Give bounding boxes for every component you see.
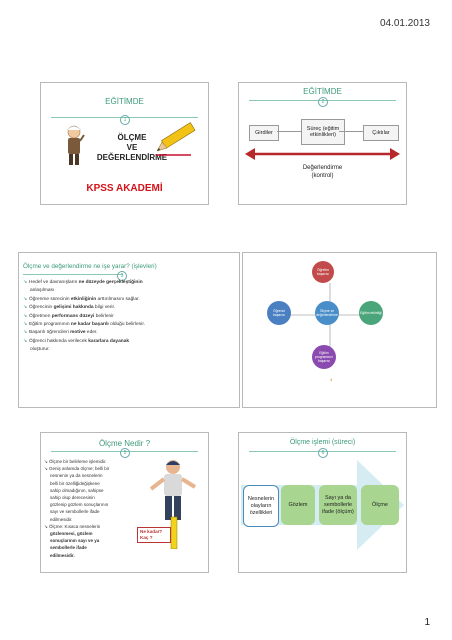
slide-6 bbox=[238, 432, 407, 573]
bullet-text: Hedef ve davranışların bbox=[29, 280, 79, 285]
bullet-emphasis: performans düzeyi bbox=[51, 313, 95, 319]
outputs-box: Çıktılar bbox=[363, 125, 399, 141]
definition-line: edilmesidir. bbox=[50, 516, 73, 522]
function-bullet bbox=[23, 304, 145, 312]
function-bullet bbox=[23, 329, 145, 337]
slide-number: 2 bbox=[318, 97, 328, 107]
definition-line: belli bir özelliğideğişkene bbox=[50, 480, 100, 486]
bullet-emphasis: etkinliğinin bbox=[70, 296, 97, 302]
definition-line: gözlenip gözlem sonuçlarının bbox=[50, 502, 109, 508]
bullet-text: anlaşılması bbox=[30, 288, 55, 294]
function-bullet bbox=[23, 296, 145, 304]
callout-line-2: Kaç ? bbox=[140, 535, 153, 540]
definition-line: sayı ve sembollerle ifade bbox=[50, 509, 100, 515]
slide-number: 3 bbox=[117, 271, 127, 281]
page-number: 1 bbox=[424, 617, 430, 628]
step-measurement: Ölçme bbox=[361, 485, 399, 525]
function-bullet bbox=[23, 338, 145, 346]
functions-diagram-lines bbox=[243, 253, 436, 407]
slide-5 bbox=[40, 432, 209, 573]
function-bullet bbox=[23, 321, 145, 329]
evaluation-sublabel: (kontrol) bbox=[311, 173, 334, 179]
node-bottom: Eğitim programının başarısı bbox=[312, 345, 336, 369]
bullet-arrow-icon: ↘ bbox=[23, 330, 28, 336]
function-bullet bbox=[23, 287, 145, 295]
bullet-arrow-icon: ↘ bbox=[23, 305, 28, 311]
definition-line: sembollerle ifade bbox=[50, 545, 87, 551]
bullet-emphasis: ne kadar başarılı bbox=[70, 322, 109, 328]
slide-1 bbox=[40, 82, 209, 205]
definition-line: nesnenin ya da nesnelerin bbox=[50, 473, 103, 479]
definition-line: edilmesidir. bbox=[50, 552, 75, 558]
evaluation-label: Değerlendirme bbox=[302, 165, 343, 171]
question-callout bbox=[137, 527, 171, 543]
brand-title: KPSS AKADEMİ bbox=[86, 183, 163, 194]
bullet-arrow-icon: ↘ bbox=[23, 280, 28, 285]
bullet-emphasis: motive bbox=[70, 330, 86, 336]
function-bullet bbox=[23, 346, 145, 354]
bullet-text: olduğu belirlenir. bbox=[108, 322, 146, 328]
slide-6-title: Ölçme işlemi (süreci) bbox=[289, 439, 356, 446]
bullet-arrow-icon: ↘ bbox=[23, 322, 28, 328]
heading-line-1: ÖLÇME bbox=[117, 133, 147, 142]
slide-3-title: Ölçme ve değerlendirme ne işe yarar? (işlevleri) bbox=[23, 263, 157, 270]
bullet-text: Öğrencinin bbox=[29, 305, 54, 311]
slide-5-title: Ölçme Nedir ? bbox=[98, 439, 151, 448]
definition-line: sahip olmadığının, sahipse bbox=[50, 487, 104, 493]
bullet-arrow-icon: ↘ bbox=[23, 313, 28, 319]
heading-line-2: VE bbox=[126, 143, 138, 152]
professor-icon bbox=[63, 125, 85, 167]
function-bullet bbox=[23, 279, 145, 287]
definition-line: ↘ Ölçme bir belirleme işlemidir. bbox=[44, 459, 107, 464]
bullet-emphasis: gelişimi hakkında bbox=[53, 305, 94, 311]
bullet-text: Öğrenme sürecinin bbox=[29, 296, 71, 302]
step-objects: Nesnelerin olayların özellikleri bbox=[243, 485, 279, 527]
bullet-text: belirlenir bbox=[94, 313, 114, 319]
document-date: 04.01.2013 bbox=[379, 18, 430, 29]
bullet-emphasis: ne düzeyde gerçekleştiğinin bbox=[78, 280, 143, 285]
slide-number-4: 4 bbox=[330, 377, 333, 382]
slide-2 bbox=[238, 82, 407, 205]
bullet-text: bilgi verir. bbox=[93, 305, 116, 311]
bullet-text: oluşturur. bbox=[30, 347, 50, 353]
definition-line: sonuçlarının sayı ve ya bbox=[50, 538, 100, 544]
bullet-emphasis: kararlara dayanak bbox=[88, 338, 130, 344]
feedback-arrow bbox=[245, 147, 400, 159]
callout-line-1: Ne kadar? bbox=[140, 529, 163, 534]
slide-number: 5 bbox=[120, 448, 130, 458]
bullet-arrow-icon: ↘ bbox=[23, 338, 28, 344]
bullet-text: Öğretmen bbox=[29, 313, 52, 319]
definition-line: gözlenmesi, gözlem bbox=[50, 531, 93, 537]
slide-1-title: EĞİTİMDE bbox=[105, 97, 144, 106]
bullet-text: Başarılı öğrencileri bbox=[29, 330, 71, 336]
bullet-text: eder. bbox=[85, 330, 98, 336]
slide-4 bbox=[242, 252, 437, 408]
bullet-text: Eğitim programının bbox=[29, 322, 71, 328]
definition-line: sahip olup derecesinin bbox=[50, 495, 95, 501]
process-box: Süreç (eğitim etkinlikleri) bbox=[301, 119, 345, 145]
bullet-text: arttırılmasını sağlar. bbox=[96, 296, 140, 302]
pencil-icon bbox=[151, 117, 201, 157]
bullet-text: Öğrenci hakkında verilecek bbox=[29, 338, 89, 344]
node-top: Öğretim başarısı bbox=[312, 261, 334, 283]
step-symbols: Sayı ya da sembollerle ifade (ölçüm) bbox=[319, 485, 357, 525]
definition-line: ↘ Geniş anlamda ölçme; belli bir bbox=[44, 466, 110, 472]
node-left: Öğrenci başarısı bbox=[267, 301, 291, 325]
slide-2-title: EĞİTİMDE bbox=[303, 87, 342, 96]
slide-number: 1 bbox=[120, 115, 130, 125]
heading-line-3: DEĞERLENDİRME bbox=[96, 153, 168, 162]
slide-number: 6 bbox=[318, 448, 328, 458]
step-observation: Gözlem bbox=[281, 485, 315, 525]
slide-3 bbox=[18, 252, 240, 408]
functions-list bbox=[23, 279, 145, 355]
inputs-box: Girdiler bbox=[249, 125, 279, 141]
function-bullet bbox=[23, 313, 145, 321]
node-right: Eğitim etkinliği bbox=[359, 301, 383, 325]
bullet-arrow-icon: ↘ bbox=[23, 296, 28, 302]
definition-text bbox=[44, 458, 120, 559]
node-center: Ölçme ve değerlendirme bbox=[315, 301, 339, 325]
definition-line: ↘ Ölçme: Kısaca nesnelerin bbox=[44, 523, 101, 529]
